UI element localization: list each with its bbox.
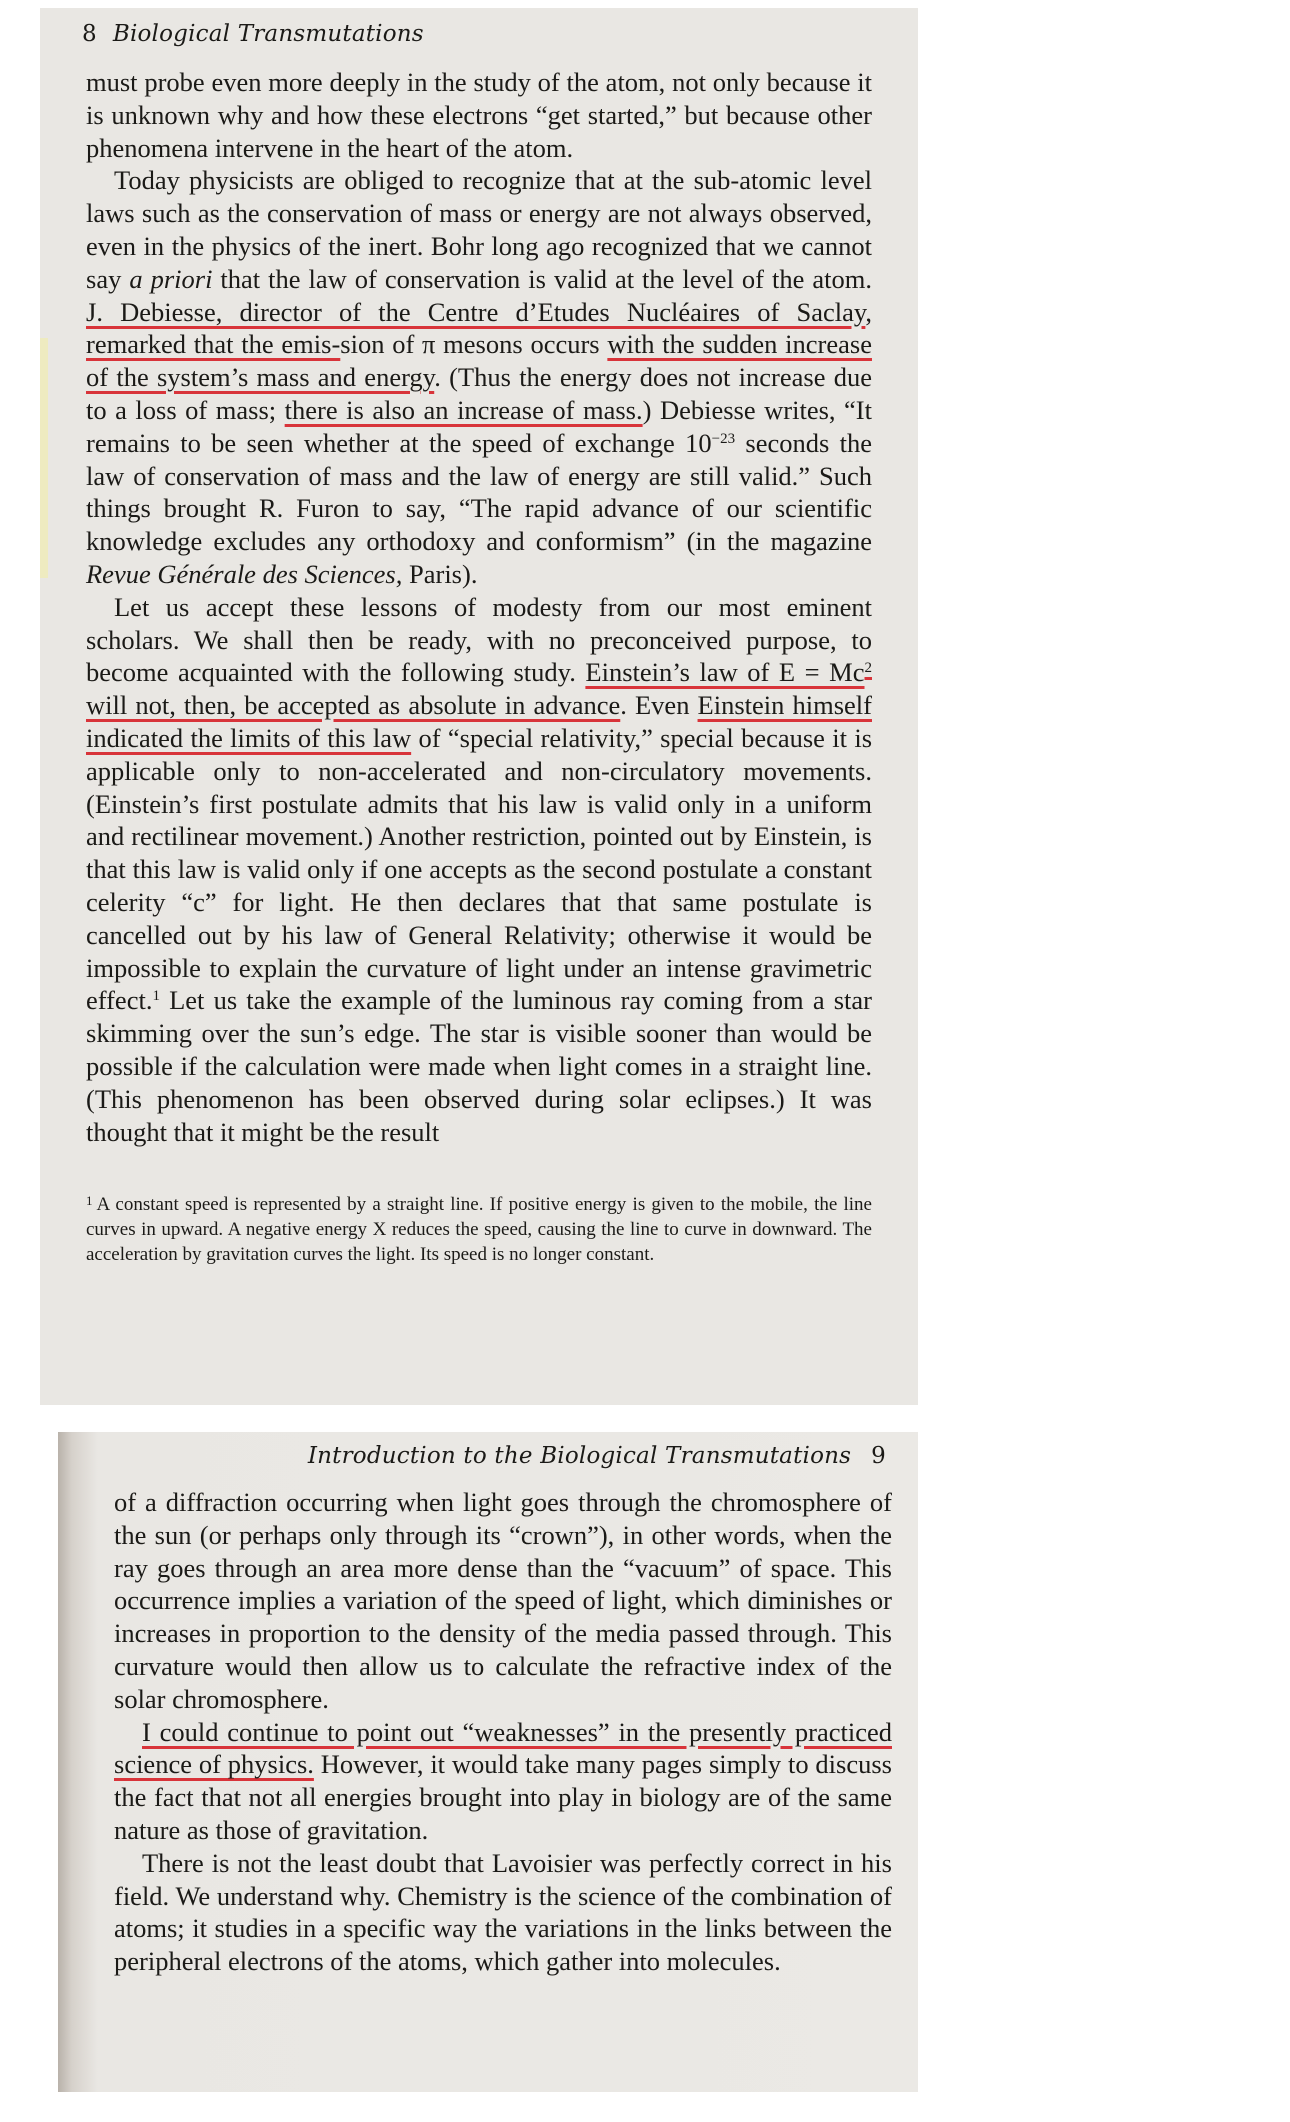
underlined-text: I could continue to point out “weaknesses” in the presently practiced science of physics. — [114, 1716, 892, 1780]
footnote-marker: 1 — [86, 1193, 93, 1209]
book-page-8 — [40, 8, 918, 1405]
text-run: that the law of conservation is valid at the level of the atom. — [212, 263, 872, 294]
text-run: However, it would take many pages simply to discuss the fact that not all energies brought into play in biology are of the same nature as those of gravitation. — [114, 1749, 892, 1845]
highlighter-margin-mark — [40, 338, 48, 578]
text-run: Let us take the example of the luminous ray coming from a star skimming over the sun’s edge. The star is visible sooner than would be possible if the calculation were made when light comes in a straight line. (This phenomenon has been observed during solar eclipses.) It was thought that it might be the result — [86, 985, 872, 1147]
text-run: , — [865, 296, 872, 327]
paragraph — [114, 1847, 892, 1978]
underlined-text: J. Debiesse, director of the Centre d’Etudes Nucléaires of Saclay — [86, 296, 866, 327]
superscript: −23 — [711, 430, 736, 447]
text-run: Today physicists are obliged to recognize that at the sub-atomic level laws such as the conservation of mass or energy are not always observed, even in the physics of the inert. Bohr long ago recognized that we cannot say — [86, 165, 872, 294]
text-run: of “special relativity,” special because it is applicable only to non-accelerated and non-circulatory movements. (Einstein’s first postulate admits that his law is valid only in a uniform and rectilinear movement.) Another restriction, pointed out by Einstein, is that this law is valid only if one accepts as the second postulate a constant celerity “c” for light. He then declares that that same postulate is cancelled out by his law of General Relativity; otherwise it would be impossible to explain the curvature of light under an intense gravimetric effect. — [86, 722, 873, 1016]
text-run: . Even — [620, 690, 698, 721]
text-run: There is not the least doubt that Lavoisier was perfectly correct in his field. We understand why. Chemistry is the science of the combination of atoms; it studies in a specific way the variations in the links between the peripheral electrons of the atoms, which gather into molecules. — [114, 1847, 892, 1977]
italic-text: Revue Générale des Sciences, — [86, 558, 403, 589]
underlined-text: Einstein’s law of E = Mc — [585, 657, 865, 688]
text-run: ) Debiesse writes, “It remains to be seen whether at the speed of exchange 10 — [86, 394, 872, 458]
italic-text: a priori — [129, 263, 213, 294]
text-run: Paris). — [402, 558, 478, 589]
running-head-title: Introduction to the Biological Transmutations — [307, 1443, 852, 1469]
underlined-text: there is also an increase of mass. — [284, 394, 643, 425]
page-number: 9 — [871, 1443, 886, 1469]
running-head-title: Biological Transmutations — [112, 21, 424, 47]
underlined-text: Einstein himself indicated the limits of this law — [86, 690, 872, 753]
text-run: must probe even more deeply in the study of the atom, not only because it is unknown why and how these electrons “get started,” but because other phenomena intervene in the heart of the atom. — [86, 67, 872, 163]
underlined-text: will not, then, be accepted as absolute in advance — [86, 690, 621, 721]
paragraph — [86, 164, 872, 590]
text-run: of a diffraction occurring when light goes through the chromosphere of the sun (or perhaps only through its “crown”), in other words, when the ray goes through an area more dense than the “vacuum” of space. This occurrence implies a variation of the speed of light, which diminishes or increases in proportion to the density of the media passed through. This curvature would then allow us to calculate the refractive index of the solar chromosphere. — [114, 1487, 892, 1714]
text-run: Let us accept these lessons of modesty from our most eminent scholars. We shall then be ready, with no preconceived purpose, to become acquainted with the following study. — [86, 591, 872, 688]
running-head-left — [60, 20, 872, 48]
page-body-text — [84, 1486, 892, 1978]
text-run: seconds the law of conservation of mass and the law of energy are still valid.” Such things brought R. Furon to say, “The rapid advance of our scientific knowledge excludes any orthodoxy and conformism” (in the magazine — [86, 427, 872, 557]
text-run: sion of π mesons occurs — [340, 329, 608, 360]
text-run: . (Thus the energy does not increase due to a loss of mass; — [86, 362, 872, 425]
page-number: 8 — [82, 21, 97, 47]
paragraph — [86, 66, 872, 164]
paragraph — [86, 591, 872, 1149]
superscript: 2 — [864, 660, 872, 677]
underlined-text: with the sudden increase of the system’s mass and energy — [86, 329, 872, 393]
page-body-text — [60, 66, 872, 1148]
superscript: 1 — [152, 988, 160, 1005]
paragraph — [114, 1486, 892, 1716]
paragraph — [114, 1716, 892, 1847]
footnote-text: A constant speed is represented by a straight line. If positive energy is given to the mobile, the line curves in upward. A negative energy X reduces the speed, causing the line to curve in downward. The acceleration by gravitation curves the light. Its speed is no longer constant. — [86, 1194, 872, 1266]
book-page-9 — [58, 1432, 918, 2092]
underlined-text: remarked that the emis- — [86, 329, 341, 360]
running-head-right — [84, 1442, 892, 1470]
footnote — [60, 1188, 872, 1267]
